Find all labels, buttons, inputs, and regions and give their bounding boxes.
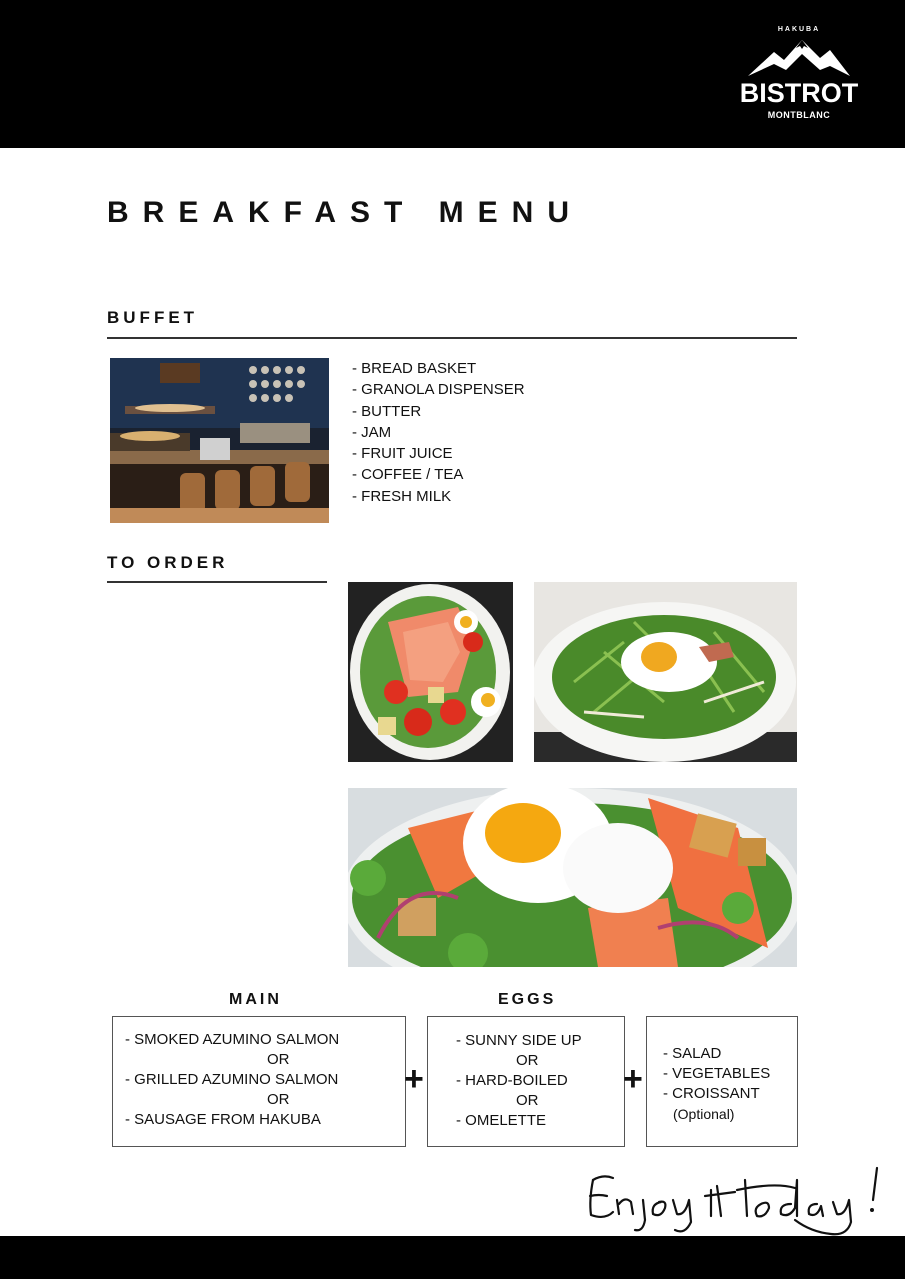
page-title: BREAKFAST MENU bbox=[107, 196, 584, 229]
side-item: - CROISSANT bbox=[663, 1085, 760, 1102]
plus-icon: + bbox=[623, 1060, 643, 1098]
buffet-item: - GRANOLA DISPENSER bbox=[352, 381, 525, 399]
eggs-option: - OMELETTE bbox=[456, 1112, 547, 1129]
buffet-item: - FRESH MILK bbox=[352, 487, 452, 505]
main-option: - GRILLED AZUMINO SALMON bbox=[125, 1071, 339, 1088]
buffet-item: - BREAD BASKET bbox=[352, 360, 477, 377]
salmon-egg-salad-photo bbox=[348, 788, 797, 967]
or-text: OR bbox=[516, 1092, 539, 1109]
side-item: - VEGETABLES bbox=[663, 1065, 771, 1082]
main-option: - SAUSAGE FROM HAKUBA bbox=[125, 1111, 321, 1128]
brand-sub: MONTBLANC bbox=[767, 110, 831, 120]
to-order-rule bbox=[107, 581, 327, 583]
buffet-item: - COFFEE / TEA bbox=[352, 466, 464, 484]
buffet-heading: BUFFET bbox=[107, 308, 199, 327]
main-heading: MAIN bbox=[229, 991, 282, 1008]
or-text: OR bbox=[267, 1051, 290, 1068]
eggs-option: - SUNNY SIDE UP bbox=[456, 1032, 582, 1049]
buffet-photo bbox=[110, 358, 329, 523]
tagline-signature bbox=[585, 1160, 885, 1245]
buffet-item: - FRUIT JUICE bbox=[352, 445, 453, 463]
mountain-icon bbox=[746, 36, 852, 78]
buffet-item: - BUTTER bbox=[352, 402, 422, 420]
to-order-heading: TO ORDER bbox=[107, 553, 229, 572]
buffet-item: - JAM bbox=[352, 423, 392, 441]
or-text: OR bbox=[516, 1052, 539, 1069]
buffet-list bbox=[352, 358, 525, 507]
buffet-rule bbox=[107, 337, 797, 339]
eggs-options-box bbox=[427, 1016, 625, 1147]
brand-name: BISTROT bbox=[739, 78, 859, 108]
plus-icon: + bbox=[404, 1060, 424, 1098]
egg-salad-photo bbox=[534, 582, 797, 762]
main-option: - SMOKED AZUMINO SALMON bbox=[125, 1031, 340, 1048]
footer-bar bbox=[0, 1236, 905, 1279]
eggs-option: - HARD-BOILED bbox=[456, 1072, 568, 1089]
optional-note: (Optional) bbox=[673, 1106, 735, 1122]
or-text: OR bbox=[267, 1091, 290, 1108]
main-options-box bbox=[112, 1016, 406, 1147]
sides-box bbox=[646, 1016, 798, 1147]
side-item: - SALAD bbox=[663, 1045, 722, 1062]
salmon-salad-photo bbox=[348, 582, 513, 762]
eggs-heading: EGGS bbox=[498, 991, 557, 1008]
brand-logo bbox=[736, 26, 862, 126]
brand-top-text: HAKUBA bbox=[777, 26, 821, 33]
